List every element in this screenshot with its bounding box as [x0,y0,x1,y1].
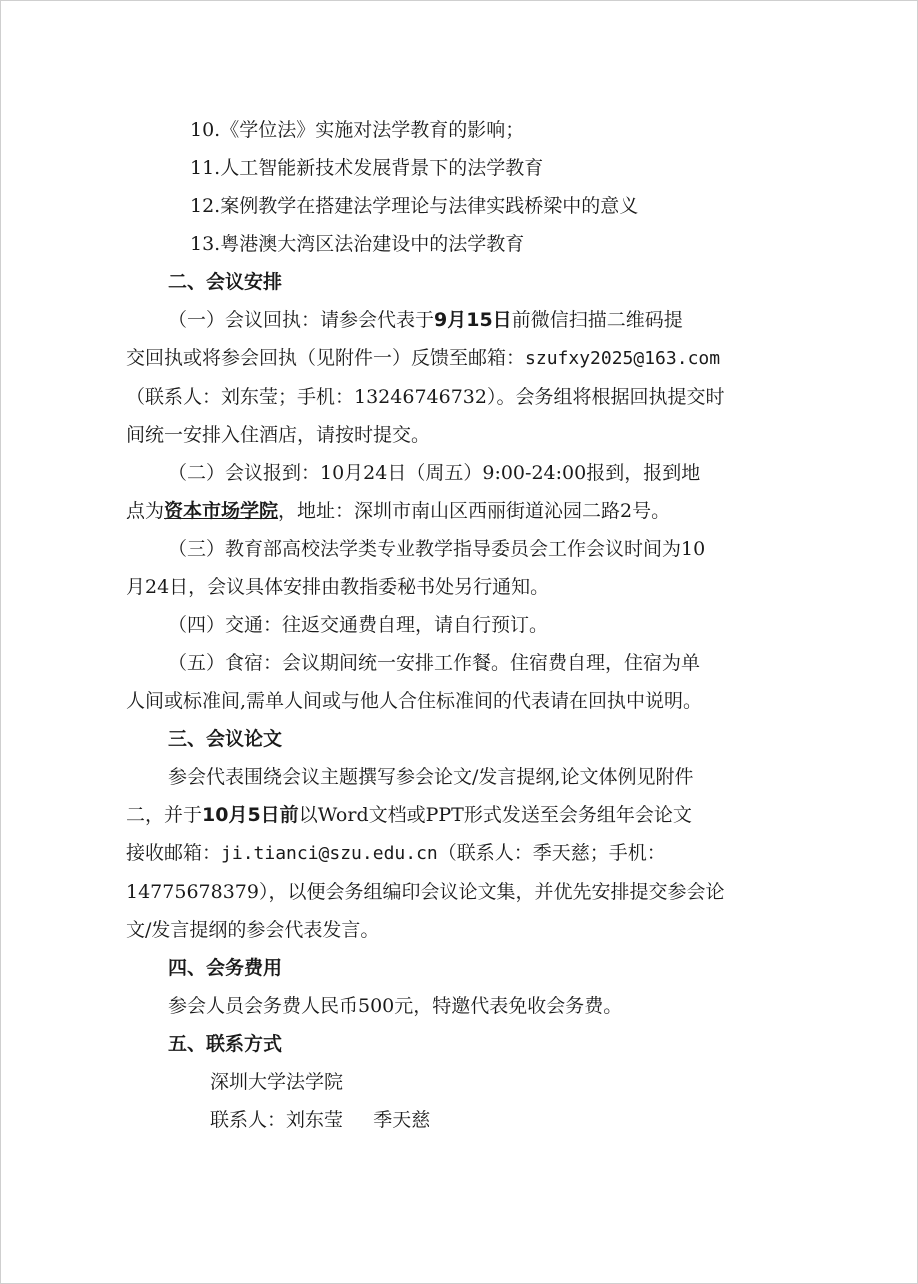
section-heading-arrangement: 二、会议安排 [168,271,283,293]
registration-text-c: ，地址：深圳市南山区西丽街道沁园二路2号。 [278,500,671,522]
papers-text-c3: （联系人：季天慈；手机： [437,842,666,864]
arrangement-lodging-line-2: 人间或标准间,需单人间或与他人合住标准间的代表请在回执中说明。 [126,690,703,712]
document-body [126,111,776,1139]
receipt-text-c: 前微信扫描二维码提 [511,309,683,331]
registration-text-b: 点为 [126,500,165,522]
topic-item-12: 12.案例教学在搭建法学理论与法律实践桥梁中的意义 [190,195,639,217]
receipt-text-d: 交回执或将参会回执（见附件一）反馈至邮箱： [126,347,526,369]
papers-email: ji.tianci@szu.edu.cn [221,843,438,864]
arrangement-lodging-line-1: （五）食宿：会议期间统一安排工作餐。住宿费自理，住宿为单 [168,652,701,674]
papers-line-2 [126,796,776,834]
arrangement-committee-line-2: 月24日，会议具体安排由教指委秘书处另行通知。 [126,576,550,598]
papers-deadline: 10月5日前 [202,804,299,826]
papers-line-1: 参会代表围绕会议主题撰写参会论文/发言提纲,论文体例见附件 [168,766,694,788]
papers-text-c1: 接收邮箱： [126,842,222,864]
papers-line-5: 文/发言提纲的参会代表发言。 [126,919,380,941]
receipt-email: szufxy2025@163.com [525,348,721,369]
section-heading-contact: 五、联系方式 [168,1033,283,1055]
arrangement-receipt-line-2 [126,339,776,378]
arrangement-registration-line-1: （二）会议报到：10月24日（周五）9:00-24:00报到，报到地 [168,462,701,484]
arrangement-registration-line-2 [126,492,776,530]
arrangement-transport: （四）交通：往返交通费自理，请自行预订。 [168,614,549,636]
fees-text: 参会人员会务费人民币500元，特邀代表免收会务费。 [168,995,623,1017]
arrangement-committee-line-1: （三）教育部高校法学类专业教学指导委员会工作会议时间为10 [168,538,706,560]
papers-text-b3: 以Word文档或PPT形式发送至会务组年会论文 [298,804,692,826]
receipt-text-a: （一）会议回执：请参会代表于 [168,309,435,331]
section-heading-papers: 三、会议论文 [168,728,283,750]
contact-organization: 深圳大学法学院 [210,1071,344,1093]
receipt-deadline: 9月15日 [434,309,512,331]
contact-persons: 联系人：刘东莹 季天慈 [210,1109,431,1131]
papers-line-3 [126,834,776,873]
papers-line-4: 14775678379），以便会务组编印会议论文集，并优先安排提交参会论 [126,881,725,903]
topic-item-11: 11.人工智能新技术发展背景下的法学教育 [190,157,544,179]
section-heading-fees: 四、会务费用 [168,957,283,979]
arrangement-receipt-line-1 [126,301,776,339]
topic-item-10: 10.《学位法》实施对法学教育的影响； [190,119,525,141]
topic-item-13: 13.粤港澳大湾区法治建设中的法学教育 [190,233,525,255]
arrangement-receipt-line-4: 间统一安排入住酒店，请按时提交。 [126,424,431,446]
papers-text-b1: 二，并于 [126,804,203,826]
venue-name: 资本市场学院 [164,500,279,522]
arrangement-receipt-line-3: （联系人：刘东莹；手机：13246746732）。会务组将根据回执提交时 [126,386,725,408]
